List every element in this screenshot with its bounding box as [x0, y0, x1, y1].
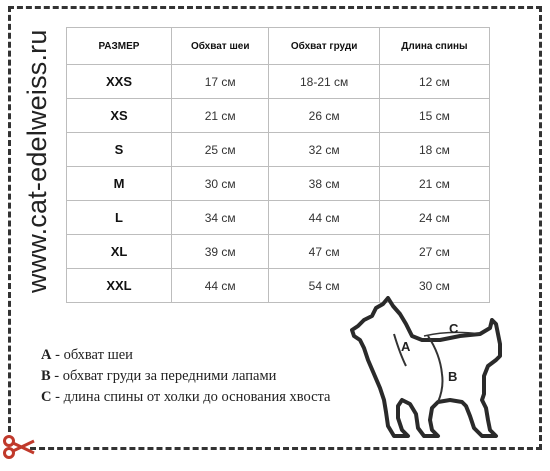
chest-cell: 18-21 см	[269, 65, 379, 99]
legend-text: - обхват груди за передними лапами	[50, 368, 277, 384]
neck-cell: 44 см	[172, 269, 269, 303]
table-row	[67, 133, 490, 167]
back-cell: 15 см	[379, 99, 489, 133]
neck-cell: 17 см	[172, 65, 269, 99]
back-cell: 30 см	[379, 269, 489, 303]
dashed-border-bottom	[30, 447, 542, 450]
neck-cell: 34 см	[172, 201, 269, 235]
size-cell: XL	[67, 235, 172, 269]
legend-text: - обхват шеи	[51, 347, 133, 363]
legend-letter: C	[41, 389, 52, 405]
back-cell: 27 см	[379, 235, 489, 269]
size-cell: M	[67, 167, 172, 201]
header-neck: Обхват шеи	[172, 28, 269, 65]
table-row	[67, 99, 490, 133]
chest-cell: 32 см	[269, 133, 379, 167]
legend-letter: A	[41, 347, 52, 363]
dashed-border-top	[8, 6, 542, 9]
size-cell: L	[67, 201, 172, 235]
back-cell: 12 см	[379, 65, 489, 99]
neck-cell: 39 см	[172, 235, 269, 269]
size-cell: XXS	[67, 65, 172, 99]
dashed-border-right	[539, 6, 542, 450]
legend-letter: B	[41, 368, 51, 384]
size-cell: XXL	[67, 269, 172, 303]
dashed-border-left	[8, 6, 11, 432]
back-cell: 24 см	[379, 201, 489, 235]
chest-cell: 26 см	[269, 99, 379, 133]
chest-cell: 54 см	[269, 269, 379, 303]
chest-cell: 44 см	[269, 201, 379, 235]
back-cell: 21 см	[379, 167, 489, 201]
legend-item-b	[41, 368, 331, 389]
legend-text: - длина спины от холки до основания хвоста	[51, 389, 331, 405]
header-chest: Обхват груди	[269, 28, 379, 65]
table-row	[67, 235, 490, 269]
size-chart-table	[66, 27, 490, 303]
chest-cell: 47 см	[269, 235, 379, 269]
legend-item-a	[41, 347, 331, 368]
chest-cell: 38 см	[269, 167, 379, 201]
legend-item-c	[41, 389, 331, 410]
table-row	[67, 167, 490, 201]
diagram-label-a: A	[401, 339, 411, 354]
table-row	[67, 201, 490, 235]
neck-cell: 21 см	[172, 99, 269, 133]
header-size: РАЗМЕР	[67, 28, 172, 65]
dog-diagram-icon	[350, 296, 535, 444]
back-cell: 18 см	[379, 133, 489, 167]
size-cell: XS	[67, 99, 172, 133]
measurement-legend	[41, 347, 331, 410]
diagram-label-b: B	[448, 369, 458, 384]
neck-cell: 30 см	[172, 167, 269, 201]
site-url: www.cat-edelweiss.ru	[22, 29, 52, 293]
neck-cell: 25 см	[172, 133, 269, 167]
size-cell: S	[67, 133, 172, 167]
diagram-label-c: C	[449, 321, 459, 336]
table-row	[67, 65, 490, 99]
header-back: Длина спины	[379, 28, 489, 65]
scissors-icon	[2, 432, 36, 460]
table-header-row	[67, 28, 490, 65]
